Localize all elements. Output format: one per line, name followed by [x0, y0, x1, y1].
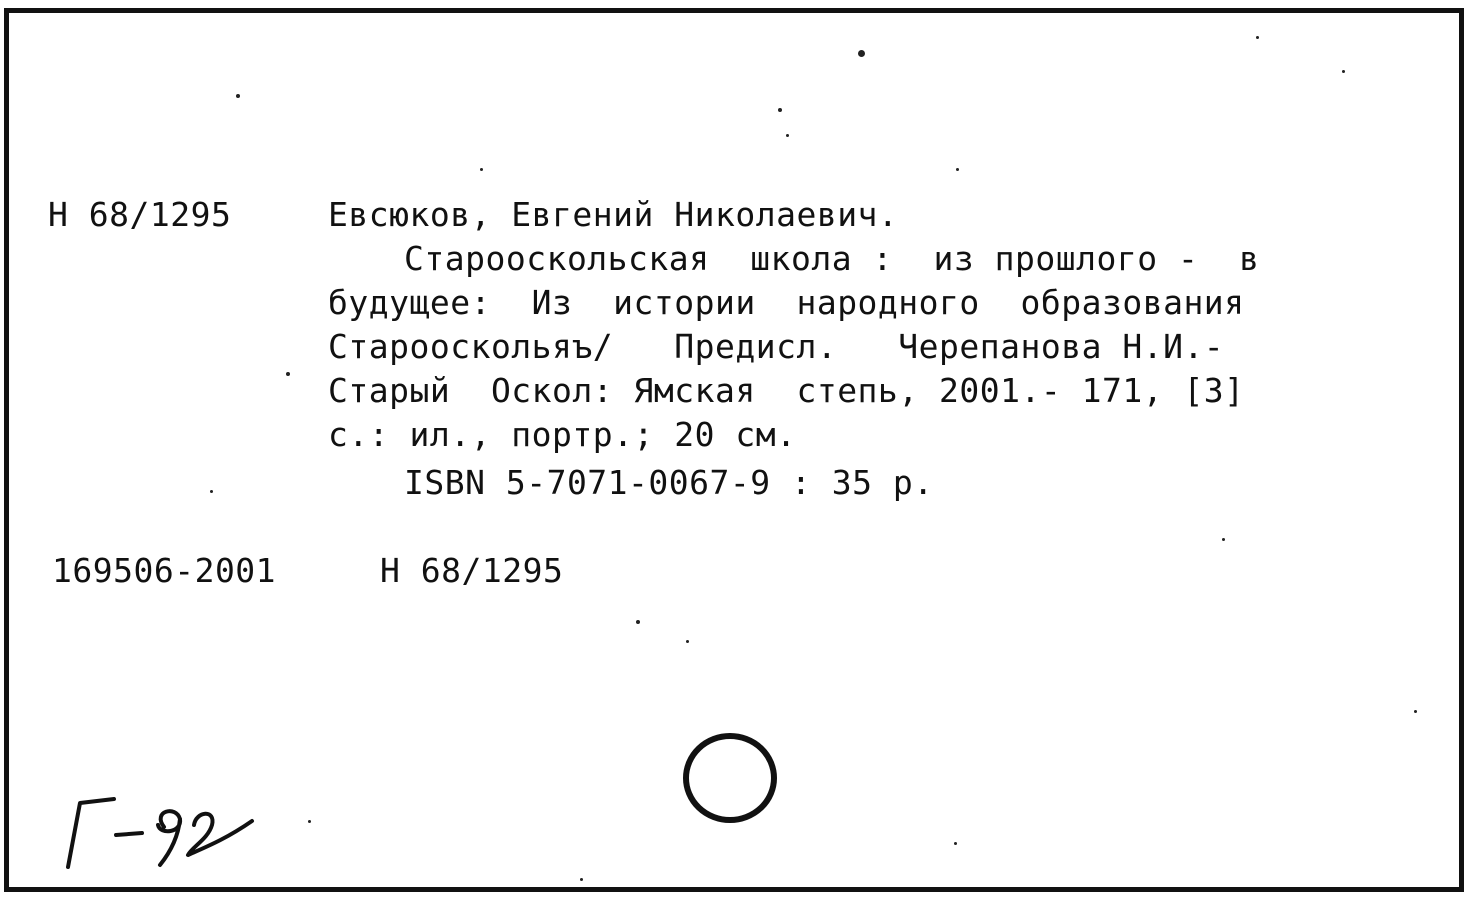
speck — [956, 168, 959, 171]
speck — [686, 640, 689, 643]
call-number: Н 68/1295 — [48, 195, 232, 234]
title-line-3: Старооскольяъ/ Предисл. Черепанова Н.И.- — [328, 327, 1225, 366]
accession-number: 169506-2001 — [52, 551, 277, 590]
speck — [286, 372, 290, 376]
speck — [210, 490, 213, 493]
title-line-1: Старооскольская школа : из прошлого - в — [404, 239, 1260, 278]
speck — [954, 842, 957, 845]
speck — [1342, 70, 1345, 73]
speck — [786, 134, 789, 137]
speck — [1256, 36, 1259, 39]
imprint-line-1: Старый Оскол: Ямская степь, 2001.- 171, [3] — [328, 371, 1245, 410]
punch-hole-circle — [678, 730, 782, 830]
imprint-line-2: с.: ил., портр.; 20 см. — [328, 415, 797, 454]
speck — [636, 620, 640, 624]
accession-call-number: Н 68/1295 — [380, 551, 564, 590]
speck — [1414, 710, 1417, 713]
handwritten-note — [56, 785, 276, 885]
speck — [480, 168, 483, 171]
speck — [1222, 538, 1225, 541]
speck — [308, 820, 311, 823]
speck — [858, 50, 865, 57]
isbn-line: ISBN 5-7071-0067-9 : 35 р. — [404, 463, 934, 502]
author-heading: Евсюков, Евгений Николаевич. — [328, 195, 899, 234]
speck — [580, 878, 583, 881]
speck — [778, 108, 782, 112]
speck — [236, 94, 240, 98]
title-line-2: будущее: Из истории народного образования — [328, 283, 1245, 322]
